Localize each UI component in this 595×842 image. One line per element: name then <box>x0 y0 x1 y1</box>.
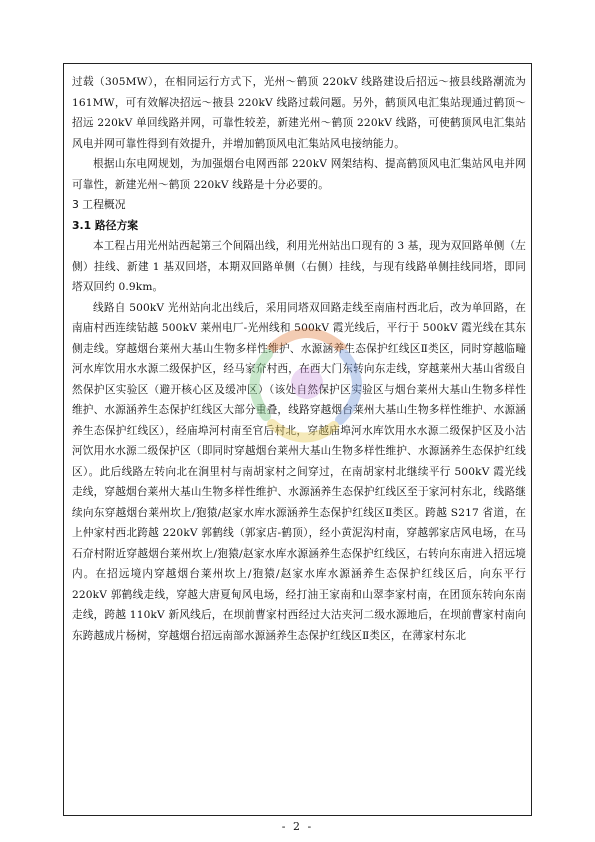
paragraph-route: 线路自 500kV 光州站向北出线后，采用同塔双回路走线至南庙村西北后，改为单回路，在南庙村西连续钻越 500kV 莱州电厂-光州线和 500kV 霞光线后，平行于 500kV 霞光线在其东侧走线。穿越烟台莱州大基山生物多样性维护、水源涵养生态保护红线区Ⅱ类区，同时穿越临疃河水库饮用水水源二级保护区，经马家夼村西，在西大门东转向东走线，穿越莱州大基山省级自然保护区实验区（避开核心区及缓冲区）（该处自然保护区实验区与烟台莱州大基山生物多样性维护、水源涵养生态保护红线区大部分重叠，线路穿越烟台莱州大基山生物多样性维护、水源涵养生态保护红线区），经庙埠河村南至官后村北，穿越庙埠河水库饮用水水源二级保护区及小沽河饮用水水源二级保护区（即同时穿越烟台莱州大基山生物多样性维护、水源涵养生态保护红线区）。此后线路左转向北在涧里村与南胡家村之间穿过，在南胡家村北继续平行 500kV 霞光线走线，穿越烟台莱州大基山生物多样性维护、水源涵养生态保护红线区至于家河村东北，线路继续向东穿越烟台莱州坎上/狍猿/赵家水库水源涵养生态保护红线区Ⅱ类区。跨越 S217 省道，在上仲家村西北跨越 220kV 郭鹤线（郭家店-鹤顶），经小黄泥沟村南，穿越郭家店风电场，在马石夼村附近穿越烟台莱州坎上/狍猿/赵家水库水源涵养生态保护红线区，右转向东南进入招远境内。在招远境内穿越烟台莱州坎上/狍猿/赵家水库水源涵养生态保护红线区后，向东平行 220kV 郭鹤线走线，穿越大唐夏甸风电场，经打油王家南和山翠李家村南，在团顶东转向东南走线，跨越 110kV 新风线后，在坝前曹家村西经过大沽夹河二级水源地后，在坝前曹家村南向东跨越成片杨树，穿越烟台招远南部水源涵养生态保护红线区Ⅱ类区，在薄家村东北 <box>72 301 526 642</box>
paragraph-necessity: 根据山东电网规划，为加强烟台电网西部 220kV 网架结构、提高鹤顶风电汇集站风电并网可靠性，新建光州～鹤顶 220kV 线路是十分必要的。 <box>72 158 526 191</box>
document-body <box>72 72 526 646</box>
paragraph-grid-overload: 过载（305MW），在相同运行方式下，光州～鹤顶 220kV 线路建设后招远～掖县线路潮流为 161MW，可有效解决招远～掖县 220kV 线路过载问题。另外，鹤顶风电汇集站现通过鹤顶～招远 220kV 单回线路并网，可靠性较差，新建光州～鹤顶 220kV 线路，可使鹤顶风电汇集站风电并网可靠性得到有效提升，并增加鹤顶风电汇集站风电接纳能力。 <box>72 76 526 150</box>
section-heading: 3 工程概况 <box>72 198 126 211</box>
subsection-heading: 3.1 路径方案 <box>72 218 139 232</box>
paragraph-outlet: 本工程占用光州站西起第三个间隔出线，利用光州站出口现有的 3 基，现为双回路单侧（左侧）挂线、新建 1 基双回塔，本期双回路单侧（右侧）挂线，与现有线路单侧挂线同塔，即同塔双回约 0.9km。 <box>72 240 526 293</box>
page-number: - 2 - <box>281 820 314 833</box>
